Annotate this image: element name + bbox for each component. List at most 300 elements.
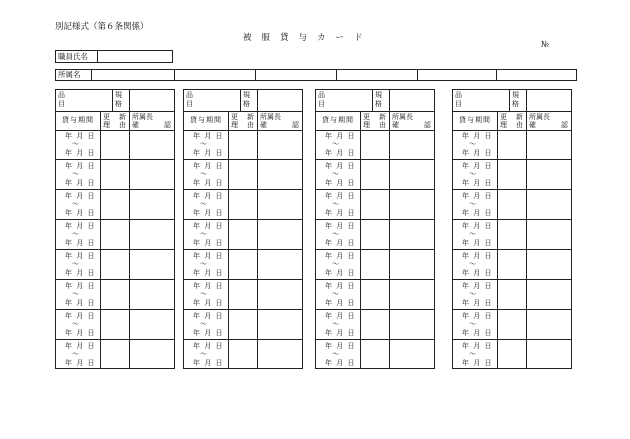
spec-label: 格 xyxy=(115,100,122,108)
department-label: 所属名 xyxy=(56,70,92,80)
period-tilde: ～ xyxy=(332,230,339,238)
renew-char: 新 xyxy=(247,113,254,121)
item-cell[interactable] xyxy=(453,90,510,111)
manager-approval-cell[interactable] xyxy=(258,160,302,189)
period-tilde: ～ xyxy=(332,350,339,358)
spec-value-cell[interactable] xyxy=(527,90,571,111)
period-start-date: 年 月 日 xyxy=(325,342,356,350)
lending-period-cell[interactable] xyxy=(56,220,101,249)
period-start-date: 年 月 日 xyxy=(65,342,96,350)
spec-label-cell xyxy=(510,90,527,111)
table-row xyxy=(453,280,571,310)
item-label: 目 xyxy=(186,100,193,108)
period-end-date: 年 月 日 xyxy=(462,209,493,217)
period-tilde: ～ xyxy=(200,290,207,298)
lending-period-cell[interactable] xyxy=(453,160,498,189)
period-end-date: 年 月 日 xyxy=(65,299,96,307)
renew-char: 更 xyxy=(363,113,370,121)
approval-char: 所属長 xyxy=(392,113,413,121)
lending-period-cell[interactable] xyxy=(56,340,101,369)
renew-reason-cell[interactable] xyxy=(361,190,390,219)
number-label: № xyxy=(541,40,550,50)
table-row xyxy=(184,190,302,220)
period-header: 貸与期間 xyxy=(316,111,361,130)
renew-reason-cell[interactable] xyxy=(101,310,130,339)
renew-char: 由 xyxy=(247,121,254,129)
manager-approval-cell[interactable] xyxy=(527,250,571,279)
lending-panel xyxy=(183,89,303,369)
manager-approval-cell[interactable] xyxy=(390,280,434,309)
panel-header-item-spec xyxy=(453,90,571,112)
renew-reason-cell[interactable] xyxy=(229,340,258,369)
renew-reason-cell[interactable] xyxy=(498,130,527,159)
period-start-date: 年 月 日 xyxy=(193,222,224,230)
renew-reason-cell[interactable] xyxy=(229,130,258,159)
lending-period-cell[interactable] xyxy=(316,280,361,309)
period-start-date: 年 月 日 xyxy=(325,282,356,290)
lending-period-cell[interactable] xyxy=(316,190,361,219)
manager-approval-header xyxy=(258,111,302,130)
item-label: 品 xyxy=(186,91,193,99)
period-end-date: 年 月 日 xyxy=(193,239,224,247)
period-tilde: ～ xyxy=(469,320,476,328)
period-start-date: 年 月 日 xyxy=(65,132,96,140)
renew-reason-header xyxy=(498,111,527,130)
lending-panel xyxy=(55,89,175,369)
table-row xyxy=(184,280,302,310)
table-row xyxy=(316,220,434,250)
item-label: 目 xyxy=(318,100,325,108)
table-row xyxy=(56,280,174,310)
period-start-date: 年 月 日 xyxy=(462,222,493,230)
manager-approval-cell[interactable] xyxy=(527,160,571,189)
lending-period-cell[interactable] xyxy=(184,310,229,339)
period-tilde: ～ xyxy=(200,230,207,238)
period-end-date: 年 月 日 xyxy=(325,269,356,277)
manager-approval-cell[interactable] xyxy=(527,340,571,369)
period-start-date: 年 月 日 xyxy=(193,342,224,350)
period-end-date: 年 月 日 xyxy=(193,269,224,277)
renew-reason-cell[interactable] xyxy=(101,280,130,309)
period-end-date: 年 月 日 xyxy=(65,359,96,367)
period-start-date: 年 月 日 xyxy=(325,132,356,140)
period-tilde: ～ xyxy=(332,260,339,268)
approval-char: 認 xyxy=(424,121,431,129)
renew-reason-cell[interactable] xyxy=(498,250,527,279)
table-row xyxy=(316,130,434,160)
period-start-date: 年 月 日 xyxy=(65,282,96,290)
item-label: 目 xyxy=(455,100,462,108)
period-end-date: 年 月 日 xyxy=(65,179,96,187)
renew-reason-cell[interactable] xyxy=(101,130,130,159)
renew-reason-cell[interactable] xyxy=(229,280,258,309)
renew-reason-header xyxy=(361,111,390,130)
period-start-date: 年 月 日 xyxy=(193,132,224,140)
lending-period-cell[interactable] xyxy=(316,160,361,189)
renew-reason-cell[interactable] xyxy=(361,220,390,249)
manager-approval-cell[interactable] xyxy=(390,190,434,219)
manager-approval-cell[interactable] xyxy=(390,220,434,249)
period-tilde: ～ xyxy=(72,290,79,298)
lending-period-cell[interactable] xyxy=(316,310,361,339)
table-row xyxy=(56,190,174,220)
item-label: 目 xyxy=(58,100,65,108)
renew-reason-cell[interactable] xyxy=(101,190,130,219)
department-divider xyxy=(255,70,256,80)
employee-name-label: 職員氏名 xyxy=(56,51,98,62)
employee-name-field[interactable] xyxy=(55,50,173,63)
spec-label-cell xyxy=(113,90,130,111)
period-tilde: ～ xyxy=(469,170,476,178)
period-start-date: 年 月 日 xyxy=(462,312,493,320)
period-tilde: ～ xyxy=(72,320,79,328)
approval-char: 確 xyxy=(529,121,536,129)
period-tilde: ～ xyxy=(332,200,339,208)
table-row xyxy=(184,310,302,340)
lending-period-cell[interactable] xyxy=(453,220,498,249)
panel-header-columns xyxy=(56,111,174,131)
approval-char: 認 xyxy=(292,121,299,129)
manager-approval-cell[interactable] xyxy=(527,310,571,339)
lending-period-cell[interactable] xyxy=(453,280,498,309)
manager-approval-cell[interactable] xyxy=(390,130,434,159)
renew-char: 由 xyxy=(379,121,386,129)
lending-period-cell[interactable] xyxy=(184,340,229,369)
renew-reason-cell[interactable] xyxy=(498,220,527,249)
period-tilde: ～ xyxy=(469,260,476,268)
renew-reason-header xyxy=(101,111,130,130)
manager-approval-cell[interactable] xyxy=(390,310,434,339)
period-header: 貸与期間 xyxy=(453,111,498,130)
manager-approval-header xyxy=(527,111,571,130)
period-tilde: ～ xyxy=(200,200,207,208)
lending-panel xyxy=(452,89,572,369)
lending-period-cell[interactable] xyxy=(184,220,229,249)
renew-reason-cell[interactable] xyxy=(101,340,130,369)
period-end-date: 年 月 日 xyxy=(325,209,356,217)
period-end-date: 年 月 日 xyxy=(325,359,356,367)
renew-reason-cell[interactable] xyxy=(229,190,258,219)
manager-approval-cell[interactable] xyxy=(130,280,174,309)
approval-char: 認 xyxy=(164,121,171,129)
period-start-date: 年 月 日 xyxy=(65,162,96,170)
table-row xyxy=(316,190,434,220)
department-divider xyxy=(496,70,497,80)
lending-period-cell[interactable] xyxy=(184,190,229,219)
period-tilde: ～ xyxy=(469,200,476,208)
period-end-date: 年 月 日 xyxy=(325,299,356,307)
approval-char: 所属長 xyxy=(529,113,550,121)
period-tilde: ～ xyxy=(332,140,339,148)
manager-approval-cell[interactable] xyxy=(130,160,174,189)
renew-reason-cell[interactable] xyxy=(229,250,258,279)
table-row xyxy=(453,310,571,340)
manager-approval-cell[interactable] xyxy=(258,310,302,339)
spec-label: 規 xyxy=(375,91,382,99)
spec-value-cell[interactable] xyxy=(390,90,434,111)
spec-label-cell xyxy=(241,90,258,111)
period-start-date: 年 月 日 xyxy=(325,312,356,320)
period-start-date: 年 月 日 xyxy=(65,252,96,260)
card-title: 被服貸与カード xyxy=(243,33,373,43)
period-end-date: 年 月 日 xyxy=(462,269,493,277)
period-tilde: ～ xyxy=(469,290,476,298)
renew-reason-cell[interactable] xyxy=(361,340,390,369)
renew-reason-cell[interactable] xyxy=(498,190,527,219)
period-end-date: 年 月 日 xyxy=(193,329,224,337)
lending-period-cell[interactable] xyxy=(184,280,229,309)
period-end-date: 年 月 日 xyxy=(193,209,224,217)
lending-period-cell[interactable] xyxy=(453,190,498,219)
manager-approval-cell[interactable] xyxy=(527,280,571,309)
renew-reason-cell[interactable] xyxy=(361,250,390,279)
item-cell[interactable] xyxy=(56,90,113,111)
renew-reason-cell[interactable] xyxy=(101,220,130,249)
period-tilde: ～ xyxy=(469,140,476,148)
table-row xyxy=(56,250,174,280)
period-end-date: 年 月 日 xyxy=(462,239,493,247)
table-row xyxy=(453,160,571,190)
manager-approval-cell[interactable] xyxy=(258,280,302,309)
period-end-date: 年 月 日 xyxy=(462,329,493,337)
period-tilde: ～ xyxy=(200,140,207,148)
renew-reason-cell[interactable] xyxy=(361,160,390,189)
department-divider xyxy=(336,70,337,80)
renew-char: 由 xyxy=(516,121,523,129)
manager-approval-cell[interactable] xyxy=(527,190,571,219)
lending-period-cell[interactable] xyxy=(316,340,361,369)
lending-period-cell[interactable] xyxy=(56,190,101,219)
renew-reason-cell[interactable] xyxy=(498,160,527,189)
lending-period-cell[interactable] xyxy=(453,130,498,159)
manager-approval-cell[interactable] xyxy=(527,130,571,159)
table-row xyxy=(184,160,302,190)
period-end-date: 年 月 日 xyxy=(325,329,356,337)
renew-reason-cell[interactable] xyxy=(229,220,258,249)
table-row xyxy=(56,340,174,370)
spec-label: 格 xyxy=(375,100,382,108)
table-row xyxy=(453,250,571,280)
period-header: 貸与期間 xyxy=(184,111,229,130)
spec-value-cell[interactable] xyxy=(130,90,174,111)
item-cell[interactable] xyxy=(184,90,241,111)
lending-period-cell[interactable] xyxy=(56,280,101,309)
item-label: 品 xyxy=(455,91,462,99)
period-tilde: ～ xyxy=(200,350,207,358)
period-end-date: 年 月 日 xyxy=(193,149,224,157)
renew-char: 由 xyxy=(119,121,126,129)
spec-label: 格 xyxy=(243,100,250,108)
period-tilde: ～ xyxy=(72,350,79,358)
renew-char: 新 xyxy=(516,113,523,121)
period-end-date: 年 月 日 xyxy=(462,179,493,187)
renew-reason-cell[interactable] xyxy=(229,160,258,189)
renew-reason-cell[interactable] xyxy=(498,310,527,339)
period-end-date: 年 月 日 xyxy=(325,179,356,187)
lending-period-cell[interactable] xyxy=(56,160,101,189)
panel-header-item-spec xyxy=(184,90,302,112)
table-row xyxy=(316,310,434,340)
renew-char: 更 xyxy=(231,113,238,121)
lending-period-cell[interactable] xyxy=(56,310,101,339)
period-tilde: ～ xyxy=(200,170,207,178)
renew-char: 理 xyxy=(231,121,238,129)
period-start-date: 年 月 日 xyxy=(65,192,96,200)
lending-panel xyxy=(315,89,435,369)
item-cell[interactable] xyxy=(316,90,373,111)
period-end-date: 年 月 日 xyxy=(325,239,356,247)
renew-reason-cell[interactable] xyxy=(229,310,258,339)
renew-reason-cell[interactable] xyxy=(498,340,527,369)
period-tilde: ～ xyxy=(469,230,476,238)
department-field[interactable] xyxy=(55,69,577,81)
lending-period-cell[interactable] xyxy=(316,250,361,279)
period-end-date: 年 月 日 xyxy=(65,149,96,157)
lending-period-cell[interactable] xyxy=(453,310,498,339)
table-row xyxy=(184,220,302,250)
renew-char: 理 xyxy=(500,121,507,129)
table-row xyxy=(184,130,302,160)
lending-period-cell[interactable] xyxy=(316,130,361,159)
period-start-date: 年 月 日 xyxy=(193,162,224,170)
spec-label: 格 xyxy=(512,100,519,108)
table-row xyxy=(56,130,174,160)
panel-header-columns xyxy=(453,111,571,131)
spec-value-cell[interactable] xyxy=(258,90,302,111)
manager-approval-cell[interactable] xyxy=(258,190,302,219)
manager-approval-cell[interactable] xyxy=(130,250,174,279)
approval-char: 確 xyxy=(260,121,267,129)
manager-approval-cell[interactable] xyxy=(258,250,302,279)
renew-char: 新 xyxy=(379,113,386,121)
manager-approval-cell[interactable] xyxy=(130,310,174,339)
spec-label: 規 xyxy=(512,91,519,99)
manager-approval-cell[interactable] xyxy=(258,130,302,159)
manager-approval-header xyxy=(130,111,174,130)
table-row xyxy=(316,280,434,310)
period-end-date: 年 月 日 xyxy=(65,269,96,277)
lending-period-cell[interactable] xyxy=(453,340,498,369)
item-label: 品 xyxy=(318,91,325,99)
approval-char: 確 xyxy=(132,121,139,129)
period-start-date: 年 月 日 xyxy=(325,192,356,200)
lending-period-cell[interactable] xyxy=(56,250,101,279)
panel-header-columns xyxy=(184,111,302,131)
manager-approval-cell[interactable] xyxy=(390,340,434,369)
period-start-date: 年 月 日 xyxy=(462,132,493,140)
manager-approval-cell[interactable] xyxy=(130,220,174,249)
spec-label: 規 xyxy=(243,91,250,99)
period-start-date: 年 月 日 xyxy=(462,162,493,170)
renew-reason-cell[interactable] xyxy=(101,160,130,189)
panel-header-item-spec xyxy=(56,90,174,112)
period-tilde: ～ xyxy=(72,170,79,178)
lending-period-cell[interactable] xyxy=(184,130,229,159)
spec-label-cell xyxy=(373,90,390,111)
period-end-date: 年 月 日 xyxy=(462,149,493,157)
approval-char: 所属長 xyxy=(132,113,153,121)
period-tilde: ～ xyxy=(332,290,339,298)
renew-char: 新 xyxy=(119,113,126,121)
period-header: 貸与期間 xyxy=(56,111,101,130)
lending-period-cell[interactable] xyxy=(453,250,498,279)
manager-approval-cell[interactable] xyxy=(390,160,434,189)
table-row xyxy=(56,310,174,340)
table-row xyxy=(453,220,571,250)
period-start-date: 年 月 日 xyxy=(462,282,493,290)
table-row xyxy=(453,130,571,160)
manager-approval-cell[interactable] xyxy=(390,250,434,279)
lending-period-cell[interactable] xyxy=(184,160,229,189)
period-start-date: 年 月 日 xyxy=(193,192,224,200)
lending-period-cell[interactable] xyxy=(316,220,361,249)
department-divider xyxy=(417,70,418,80)
approval-char: 所属長 xyxy=(260,113,281,121)
period-start-date: 年 月 日 xyxy=(65,222,96,230)
lending-period-cell[interactable] xyxy=(184,250,229,279)
renew-reason-cell[interactable] xyxy=(498,280,527,309)
table-row xyxy=(316,160,434,190)
manager-approval-header xyxy=(390,111,434,130)
manager-approval-cell[interactable] xyxy=(258,220,302,249)
period-tilde: ～ xyxy=(469,350,476,358)
period-tilde: ～ xyxy=(200,320,207,328)
period-end-date: 年 月 日 xyxy=(462,359,493,367)
manager-approval-cell[interactable] xyxy=(130,190,174,219)
renew-reason-cell[interactable] xyxy=(361,280,390,309)
period-start-date: 年 月 日 xyxy=(325,162,356,170)
period-end-date: 年 月 日 xyxy=(65,209,96,217)
period-start-date: 年 月 日 xyxy=(193,282,224,290)
department-divider xyxy=(174,70,175,80)
renew-reason-cell[interactable] xyxy=(361,310,390,339)
period-tilde: ～ xyxy=(72,230,79,238)
period-end-date: 年 月 日 xyxy=(65,329,96,337)
renew-reason-header xyxy=(229,111,258,130)
manager-approval-cell[interactable] xyxy=(527,220,571,249)
item-label: 品 xyxy=(58,91,65,99)
manager-approval-cell[interactable] xyxy=(258,340,302,369)
table-row xyxy=(184,340,302,370)
panel-header-columns xyxy=(316,111,434,131)
period-end-date: 年 月 日 xyxy=(325,149,356,157)
form-style-label: 別記様式（第６条関係） xyxy=(55,22,149,32)
approval-char: 認 xyxy=(561,121,568,129)
manager-approval-cell[interactable] xyxy=(130,130,174,159)
renew-reason-cell[interactable] xyxy=(361,130,390,159)
table-row xyxy=(316,340,434,370)
lending-period-cell[interactable] xyxy=(56,130,101,159)
period-tilde: ～ xyxy=(332,170,339,178)
spec-label: 規 xyxy=(115,91,122,99)
period-tilde: ～ xyxy=(200,260,207,268)
period-tilde: ～ xyxy=(332,320,339,328)
panel-header-item-spec xyxy=(316,90,434,112)
renew-reason-cell[interactable] xyxy=(101,250,130,279)
period-end-date: 年 月 日 xyxy=(193,179,224,187)
table-row xyxy=(56,160,174,190)
period-tilde: ～ xyxy=(72,200,79,208)
period-start-date: 年 月 日 xyxy=(462,192,493,200)
table-row xyxy=(184,250,302,280)
renew-char: 更 xyxy=(103,113,110,121)
manager-approval-cell[interactable] xyxy=(130,340,174,369)
period-start-date: 年 月 日 xyxy=(325,222,356,230)
period-start-date: 年 月 日 xyxy=(462,342,493,350)
renew-char: 理 xyxy=(363,121,370,129)
renew-char: 理 xyxy=(103,121,110,129)
table-row xyxy=(316,250,434,280)
